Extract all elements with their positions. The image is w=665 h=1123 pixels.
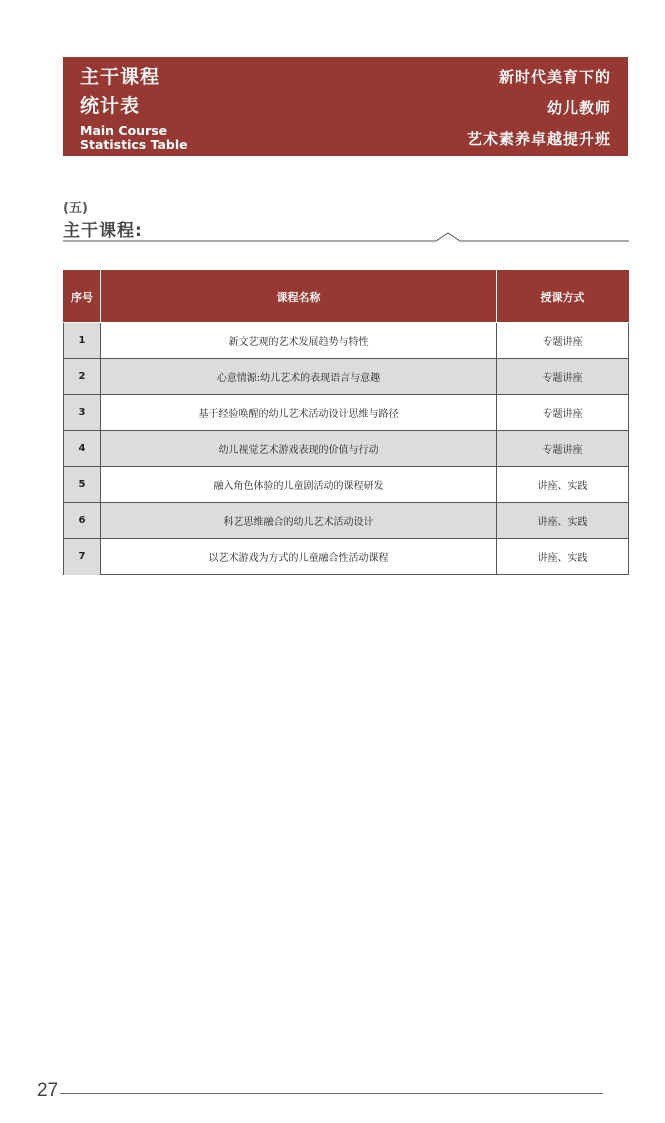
banner-subtitle-en-line2: Statistics Table	[80, 137, 188, 152]
teaching-method: 专题讲座	[497, 359, 629, 395]
section-divider	[63, 232, 629, 244]
teaching-method: 讲座、实践	[497, 539, 629, 575]
course-name: 幼儿视觉艺术游戏表现的价值与行动	[101, 431, 497, 467]
table-row	[64, 431, 629, 467]
header-banner	[63, 57, 628, 156]
page-number: 27	[37, 1080, 59, 1101]
teaching-method: 专题讲座	[497, 431, 629, 467]
table-row	[64, 395, 629, 431]
course-name: 基于经验唤醒的幼儿艺术活动设计思维与路径	[101, 395, 497, 431]
program-line3: 艺术素养卓越提升班	[466, 130, 611, 148]
program-line1: 新时代美育下的	[498, 68, 611, 86]
section-title: 主干课程:	[63, 221, 143, 241]
table-row	[64, 503, 629, 539]
course-name: 心意情源:幼儿艺术的表现语言与意趣	[101, 359, 497, 395]
column-header-method: 授课方式	[497, 271, 629, 323]
row-index: 1	[64, 323, 101, 359]
course-name: 融入角色体验的儿童剧活动的课程研发	[101, 467, 497, 503]
banner-title-block	[80, 63, 188, 152]
row-index: 3	[64, 395, 101, 431]
program-line2: 幼儿教师	[546, 99, 611, 117]
row-index: 7	[64, 539, 101, 575]
row-index: 5	[64, 467, 101, 503]
banner-program-block	[467, 63, 611, 156]
footer-divider	[60, 1093, 603, 1094]
banner-subtitle-en-line1: Main Course	[80, 123, 168, 138]
column-header-index: 序号	[64, 271, 101, 323]
teaching-method: 专题讲座	[497, 395, 629, 431]
banner-title-line1: 主干课程	[80, 66, 161, 88]
row-index: 2	[64, 359, 101, 395]
banner-subtitle-en	[80, 124, 188, 152]
row-index: 6	[64, 503, 101, 539]
table-row	[64, 359, 629, 395]
table-row	[64, 323, 629, 359]
teaching-method: 专题讲座	[497, 323, 629, 359]
teaching-method: 讲座、实践	[497, 503, 629, 539]
row-index: 4	[64, 431, 101, 467]
section-number: (五)	[63, 201, 88, 216]
course-name: 以艺术游戏为方式的儿童融合性活动课程	[101, 539, 497, 575]
table-header-row	[64, 271, 629, 323]
course-name: 新文艺观的艺术发展趋势与特性	[101, 323, 497, 359]
table-row	[64, 467, 629, 503]
table-row	[64, 539, 629, 575]
course-table	[63, 270, 629, 575]
column-header-course-name: 课程名称	[101, 271, 497, 323]
teaching-method: 讲座、实践	[497, 467, 629, 503]
course-name: 科艺思维融合的幼儿艺术活动设计	[101, 503, 497, 539]
banner-title-line2: 统计表	[80, 95, 141, 117]
